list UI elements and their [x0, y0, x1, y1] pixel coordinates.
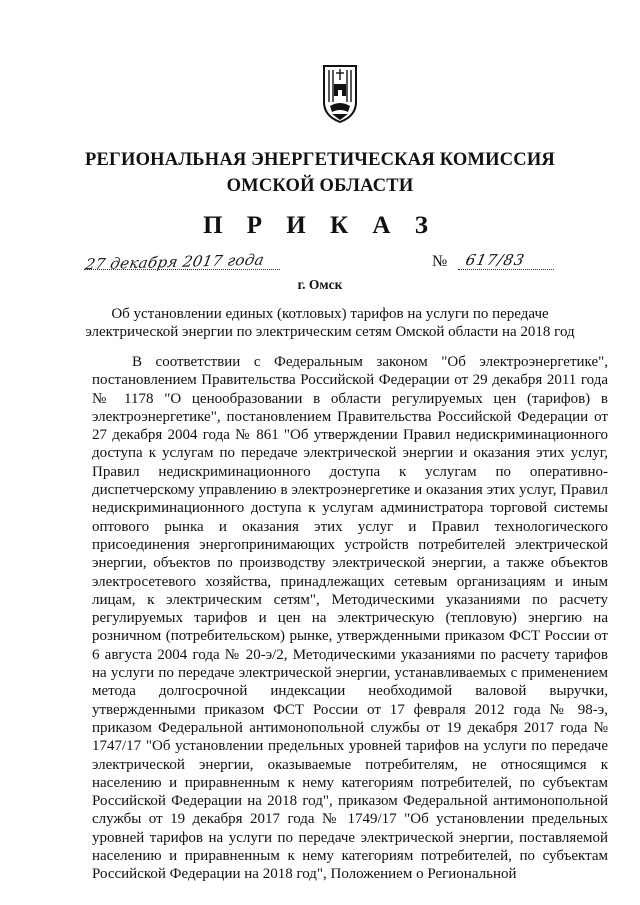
org-name-line-2: ОМСКОЙ ОБЛАСТИ — [226, 176, 414, 196]
omsk-coat-of-arms-icon — [322, 62, 358, 124]
body-paragraph: В соответствии с Федеральным законом "Об электроэнергетике", постановлением Правительства Российской Федерации от 29 декабря 2011 года № 1178 "О ценообразовании в области регулируемых цен (тарифов) в электроэнергетике", постановлением Правительства Российской Федерации от 27 декабря 2004 года № 861 "Об утверждении Правил недискриминационного доступа к услугам по передаче электрической энергии и оказания этих услуг, Правил недискриминационного доступа к услугам по оперативно-диспетчерскому управлению в электроэнергетике и оказания этих услуг, Правил недискриминационного доступа к услугам администратора торговой системы оптового рынка и оказания этих услуг и Правил технологического присоединения энергопринимающих устройств потребителей электрической энергии, объектов по производству электрической энергии, а также объектов электросетевого хозяйства, принадлежащих сетевым организациям и иным лицам, к электрическим сетям", Методическими указаниями по расчету регулируемых тарифов и цен на электрическую (тепловую) энергию на розничном (потребительском) рынке, утвержденными приказом ФСТ России от 6 августа 2004 года № 20-э/2, Методическими указаниями по расчету тарифов на услуги по передаче электрической энергии, устанавливаемых с применением метода долгосрочной индексации необходимой валовой выручки, утвержденными приказом ФСТ России от 17 февраля 2012 года № 98-э, приказом Федеральной антимонопольной службы от 19 декабря 2017 года № 1747/17 "Об установлении предельных уровней тарифов на услуги по передаче электрической энергии, оказываемые потребителям, не относящимся к населению и приравненным к нему категориям потребителей, по субъектам Российской Федерации на 2018 год", приказом Федеральной антимонопольной службы от 19 декабря 2017 года № 1749/17 "Об установлении предельных уровней тарифов на услуги по передаче электрической энергии, поставляемой населению и приравненным к нему категориям потребителей, по субъектам Российской Федерации на 2018 год", Положением о Региональной — [92, 354, 608, 883]
subject-line-1: Об установлении единых (котловых) тарифов на услуги по передаче — [111, 306, 549, 322]
handwritten-date: 27 декабря 2017 года — [83, 250, 266, 274]
org-name-line-1: РЕГИОНАЛЬНАЯ ЭНЕРГЕТИЧЕСКАЯ КОМИССИЯ — [84, 150, 555, 170]
date-underline — [84, 269, 280, 270]
order-subject — [60, 305, 600, 341]
order-body — [92, 353, 608, 884]
subject-line-2: электрической энергии по электрическим сетям Омской области на 2018 год — [85, 324, 575, 340]
handwritten-number: 617/83 — [464, 251, 527, 269]
number-underline — [458, 269, 554, 270]
city-label: г. Омск — [297, 277, 343, 292]
document-type-title: П Р И К А З — [203, 212, 437, 239]
number-sign: № — [432, 253, 448, 270]
